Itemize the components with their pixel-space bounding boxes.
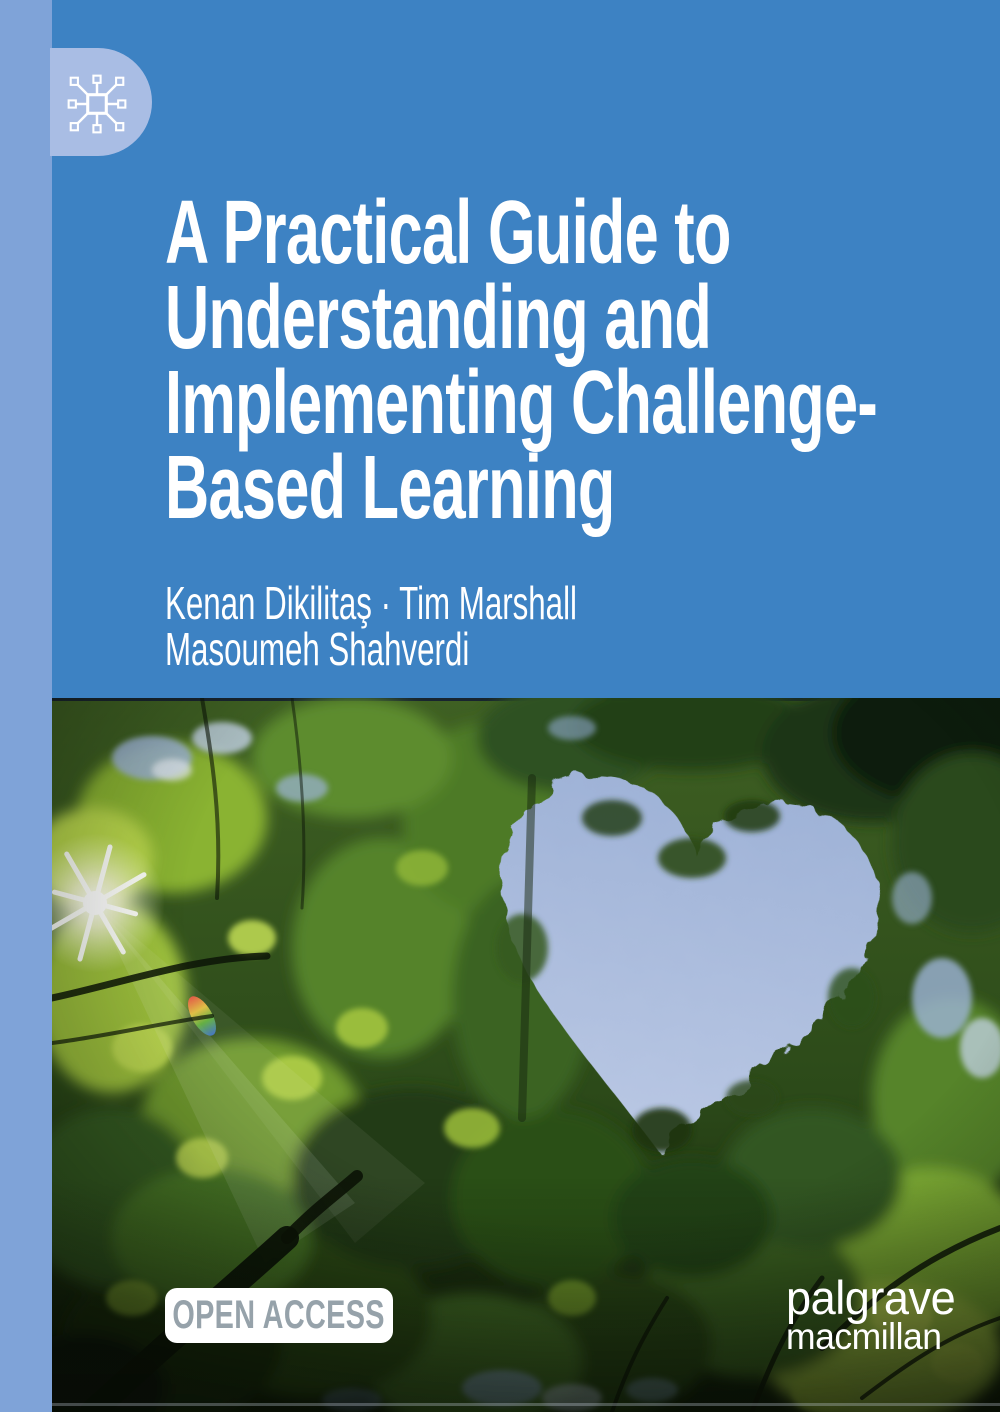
title-line: Understanding and: [165, 268, 712, 368]
open-access-badge: [165, 1288, 393, 1343]
palgrave-macmillan-logo: [786, 1271, 956, 1357]
open-access-network-icon: [64, 70, 130, 138]
author-line: Kenan Dikilitaş · Tim Marshall: [165, 577, 577, 629]
publisher-name-bottom: macmillan: [786, 1316, 942, 1357]
publisher-name-top: palgrave: [786, 1271, 956, 1324]
title-line: Based Learning: [165, 438, 615, 538]
open-access-label: OPEN ACCESS: [172, 1293, 386, 1337]
book-authors: [165, 577, 577, 675]
author-line: Masoumeh Shahverdi: [165, 623, 470, 675]
spine-stripe: [0, 0, 52, 1412]
book-title: [165, 183, 878, 538]
title-line: Implementing Challenge-: [165, 353, 878, 453]
title-line: A Practical Guide to: [165, 183, 731, 283]
